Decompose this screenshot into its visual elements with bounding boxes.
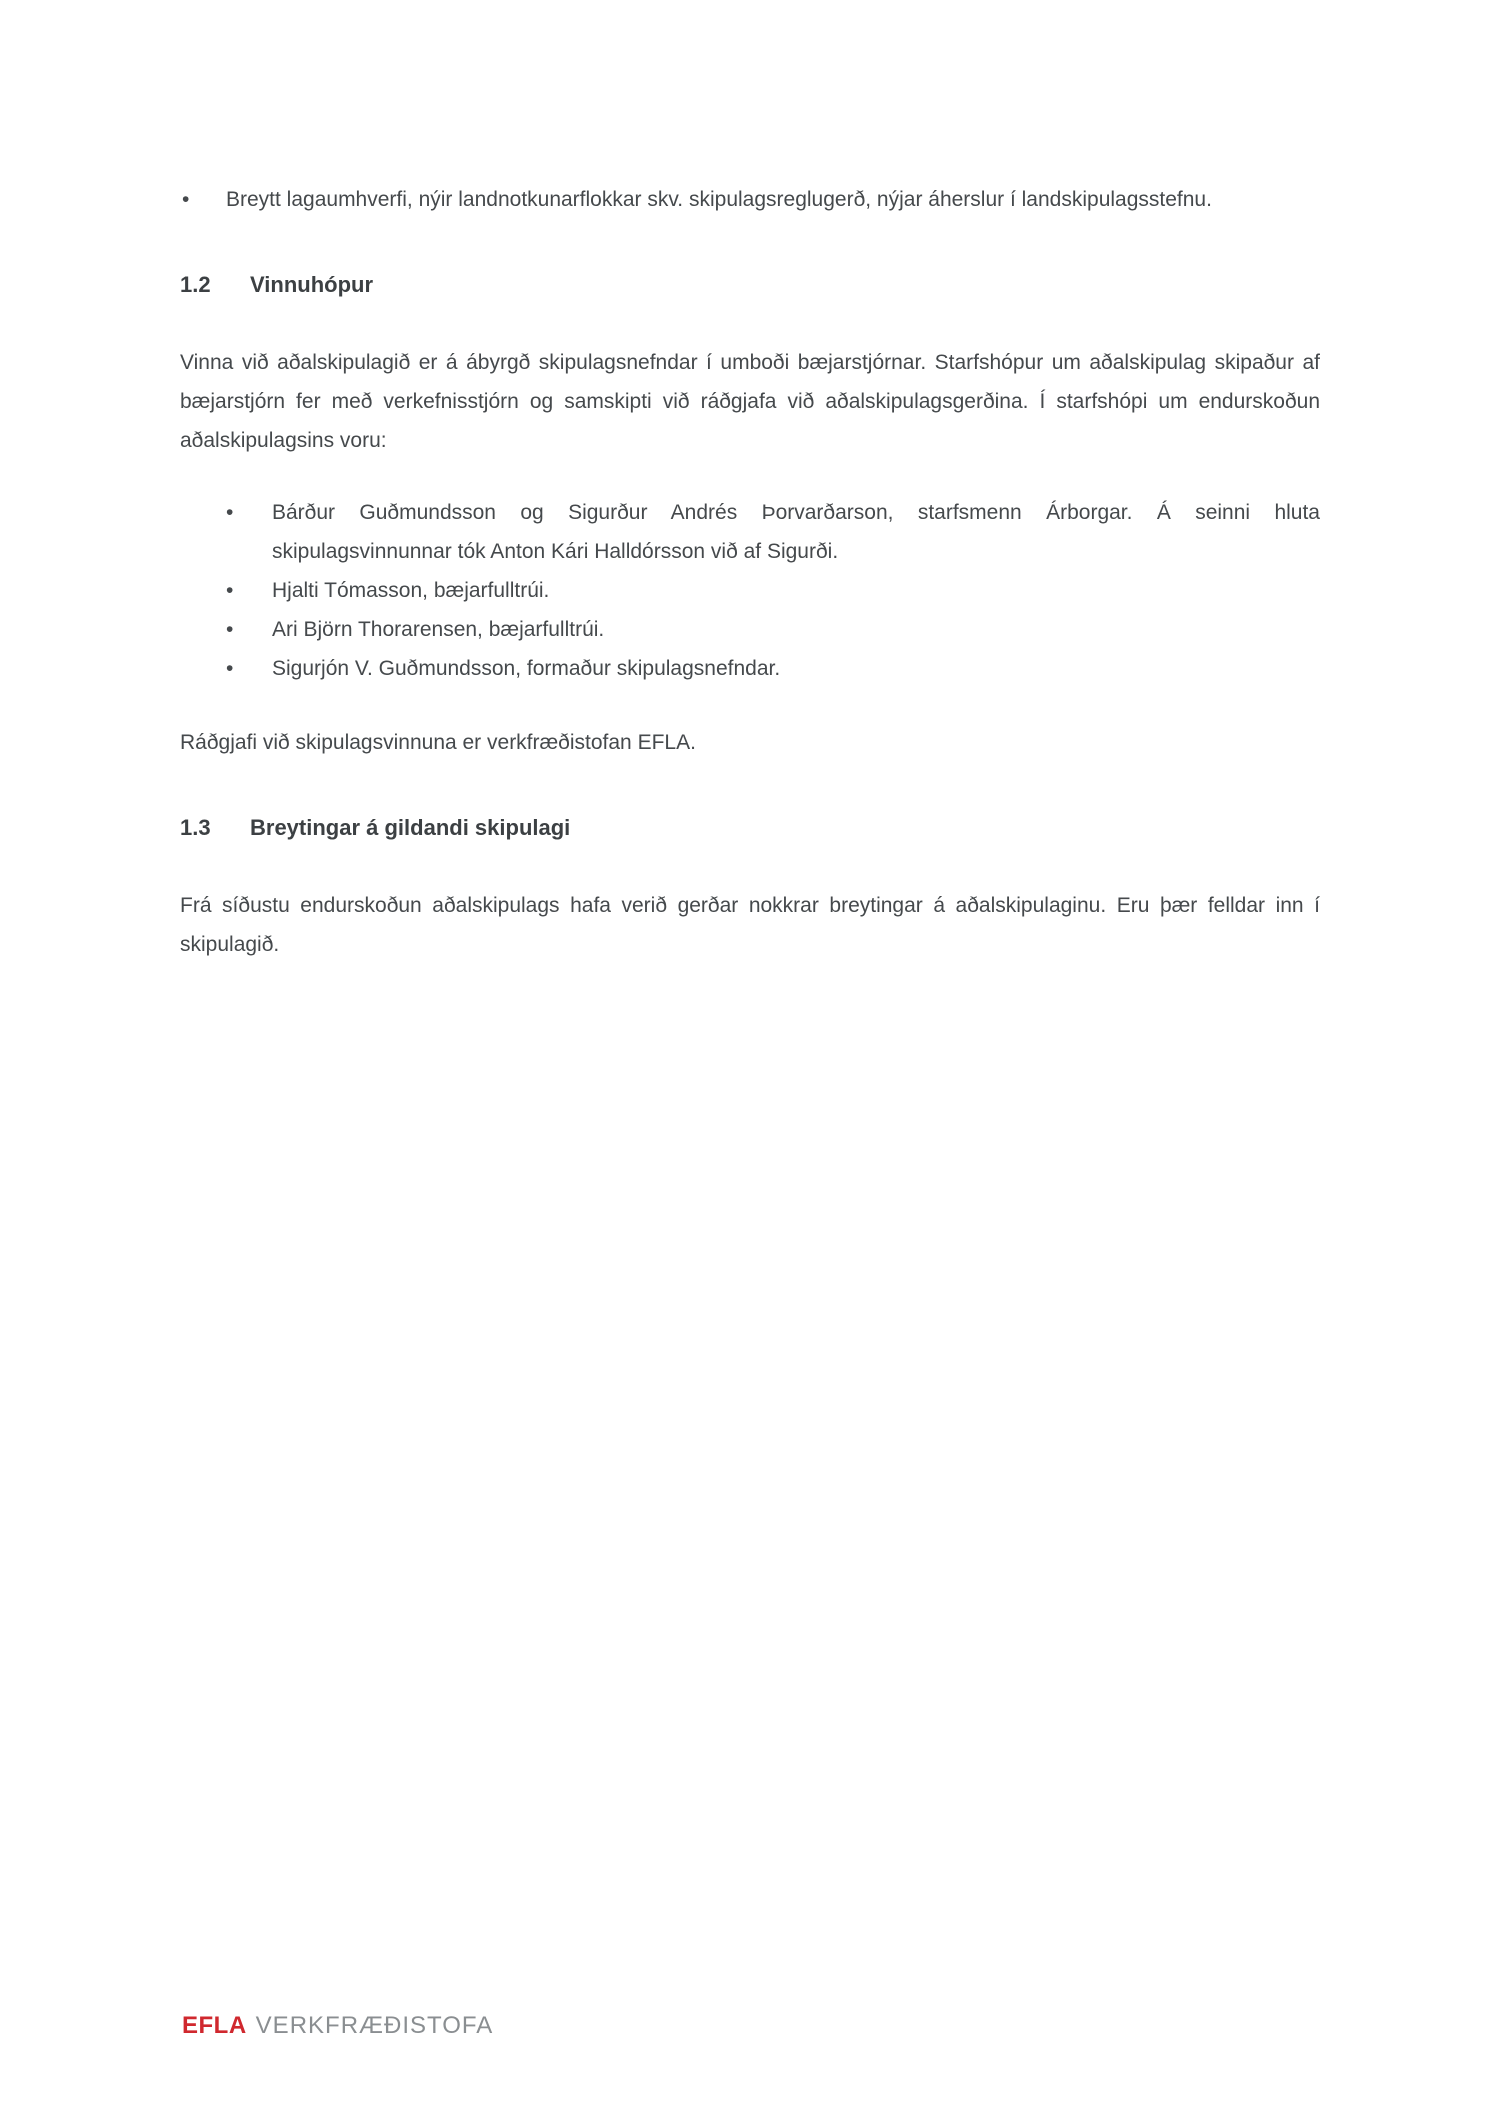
list-item xyxy=(180,610,1320,649)
section-heading-1-2 xyxy=(180,265,1320,304)
member-text: Bárður Guðmundsson og Sigurður Andrés Þorvarðarson, starfsmenn Árborgar. Á seinni hluta skipulagsvinnunnar tók Anton Kári Halldórsson við af Sigurði. xyxy=(272,501,1320,563)
member-text: Hjalti Tómasson, bæjarfulltrúi. xyxy=(272,579,550,602)
list-item xyxy=(180,649,1320,688)
section-number: 1.3 xyxy=(180,815,211,840)
list-item xyxy=(180,180,1320,219)
section-number: 1.2 xyxy=(180,272,211,297)
list-item xyxy=(180,493,1320,571)
section-title: Breytingar á gildandi skipulagi xyxy=(250,815,571,840)
working-group-list xyxy=(180,493,1320,688)
section-1-3-paragraph: Frá síðustu endurskoðun aðalskipulags hafa verið gerðar nokkrar breytingar á aðalskipulaginu. Eru þær felldar inn í skipulagið. xyxy=(180,894,1320,956)
efla-logo-text: EFLA xyxy=(182,2012,247,2039)
intro-bullet-list xyxy=(180,180,1320,219)
section-1-2-closing: Ráðgjafi við skipulagsvinnuna er verkfræðistofan EFLA. xyxy=(180,731,696,754)
section-1-2-paragraph: Vinna við aðalskipulagið er á ábyrgð skipulagsnefndar í umboði bæjarstjórnar. Starfshópur um aðalskipulag skipaður af bæjarstjórn fer með verkefnisstjórn og samskipti við ráðgjafa við aðalskipulagsgerðina. Í starfshópi um endurskoðun aðalskipulagsins voru: xyxy=(180,351,1320,452)
list-item xyxy=(180,571,1320,610)
section-heading-1-3 xyxy=(180,808,1320,847)
footer-logo xyxy=(182,2005,493,2048)
document-content xyxy=(180,180,1320,964)
member-text: Ari Björn Thorarensen, bæjarfulltrúi. xyxy=(272,618,605,641)
section-title: Vinnuhópur xyxy=(250,272,374,297)
verkfraedistofa-logo-text: VERKFRÆÐISTOFA xyxy=(255,2012,494,2039)
member-text: Sigurjón V. Guðmundsson, formaður skipulagsnefndar. xyxy=(272,657,781,680)
intro-bullet-text: Breytt lagaumhverfi, nýir landnotkunarflokkar skv. skipulagsreglugerð, nýjar áherslur í landskipulagsstefnu. xyxy=(226,188,1212,211)
